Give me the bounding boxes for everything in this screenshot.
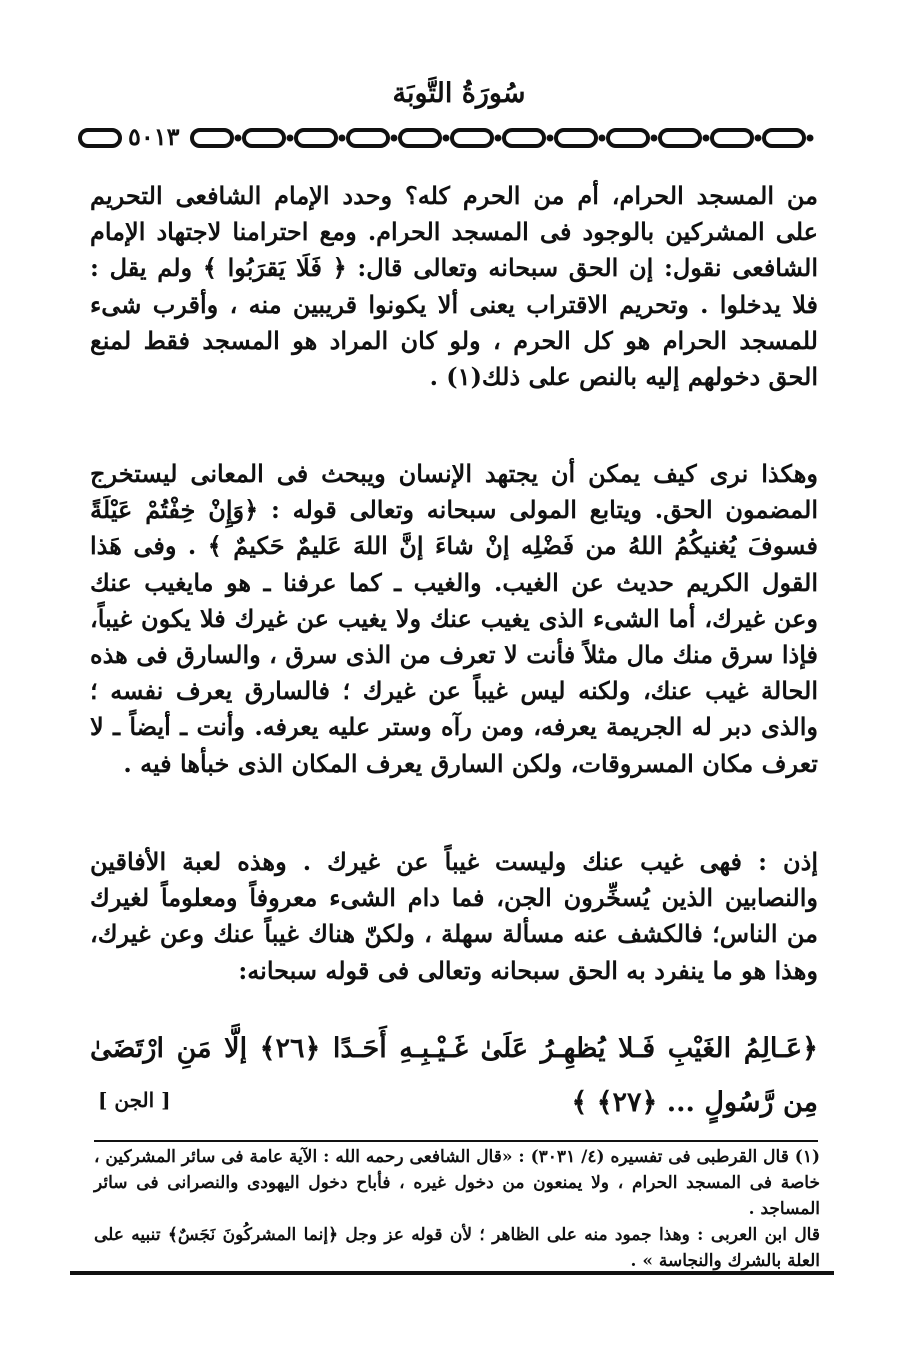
footnote-line-1: (١) قال القرطبى فى تفسيره (٤/ ٣٠٣١) : «قال الشافعى رحمه الله : الآية عامة فى سائر المشركين ، خاصة فى المسجد الحرام ، ولا يمنعون من دخول غيره ، فأباح دخول اليهودى والنصرانى فى سائر المساجد . — [94, 1147, 820, 1219]
surah-title: سُورَةُ التَّوبَة — [392, 78, 526, 109]
paragraph-1-text: من المسجد الحرام، أم من الحرم كله؟ وحدد الإمام الشافعى التحريم على المشركين بالوجود فى المسجد الحرام. ومع احترامنا لاجتهاد الإمام الشافعى نقول: إن الحق سبحانه وتعالى قال: ﴿ فَلَا يَقرَبُوا ﴾ ولم يقل : فلا يدخلوا . وتحريم الاقتراب يعنى ألا يكونوا قريبين منه ، وأقرب شىء للمسجد الحرام هو كل الحرم ، ولو كان المراد هو المسجد فقط لمنع الحق دخولهم إليه بالنص على ذلك(١) . — [90, 181, 818, 392]
footnote — [94, 1144, 820, 1274]
paragraph-3 — [90, 844, 818, 989]
paragraph-2-text: وهكذا نرى كيف يمكن أن يجتهد الإنسان ويبحث فى المعانى ليستخرج المضمون الحق. ويتابع المولى سبحانه وتعالى قوله : ﴿وَإِنْ خِفْتُمْ عَيْلَةً فسوفَ يُغنيكُمُ اللهُ من فَضْلِه إنْ شاءَ إنَّ اللهَ عَليمٌ حَكيمٌ ﴾ . وفى هَذا القول الكريم حديث عن الغيب. والغيب ـ كما عرفنا ـ هو مايغيب عنك وعن غيرك، أما الشىء الذى يغيب عنك ولا يغيب عن غيرك فلا يكون غيباً، فإذا سرق منك مال مثلاً فأنت لا تعرف من الذى سرق ، والسارق فى هذه الحالة غيب عنك، ولكنه ليس غيباً عن غيرك ؛ فالسارق يعرف نفسه ؛ والذى دبر له الجريمة يعرفه، ومن رآه وستر عليه يعرفه. وأنت ـ أيضاً ـ لا تعرف مكان المسروقات، ولكن السارق يعرف المكان الذى خبأها فيه . — [90, 459, 818, 778]
paragraph-1 — [90, 178, 818, 395]
quran-verse: ﴿عَـالِمُ الغَيْبِ فَـلا يُظهِـرُ عَلَىٰ غَـيْـبِـهِ أَحَـدًا ﴿٢٦﴾ إلَّا مَنِ ارْتَضَىٰ مِن رَّسُولٍ ... ﴿٢٧﴾ ﴾ — [90, 1033, 818, 1118]
verse-reference: [ الجن ] — [98, 1088, 171, 1112]
paragraph-2 — [90, 456, 818, 782]
header-ornament-border — [78, 120, 842, 156]
paragraph-3-text: إذن : فهى غيب عنك وليست غيباً عن غيرك . وهذه لعبة الأفاقين والنصابين الذين يُسخِّرون الجن، فما دام الشىء معروفاً ومعلوماً لغيرك من الناس؛ فالكشف عنه مسألة سهلة ، ولكنّ هناك غيباً عنك وعن غيرك، وهذا هو ما ينفرد به الحق سبحانه وتعالى فى قوله سبحانه: — [90, 847, 818, 985]
footnote-divider — [94, 1140, 818, 1142]
ornament-chain-icon — [78, 120, 842, 156]
bottom-rule — [70, 1271, 834, 1275]
footnote-line-2: قال ابن العربى : وهذا جمود منه على الظاهر ؛ لأن قوله عز وجل ﴿إنما المشركُونَ نَجَسٌ﴾ تنبيه على العلة بالشرك والنجاسة » . — [94, 1225, 820, 1271]
page-number: ٥٠١٣ — [128, 122, 180, 151]
